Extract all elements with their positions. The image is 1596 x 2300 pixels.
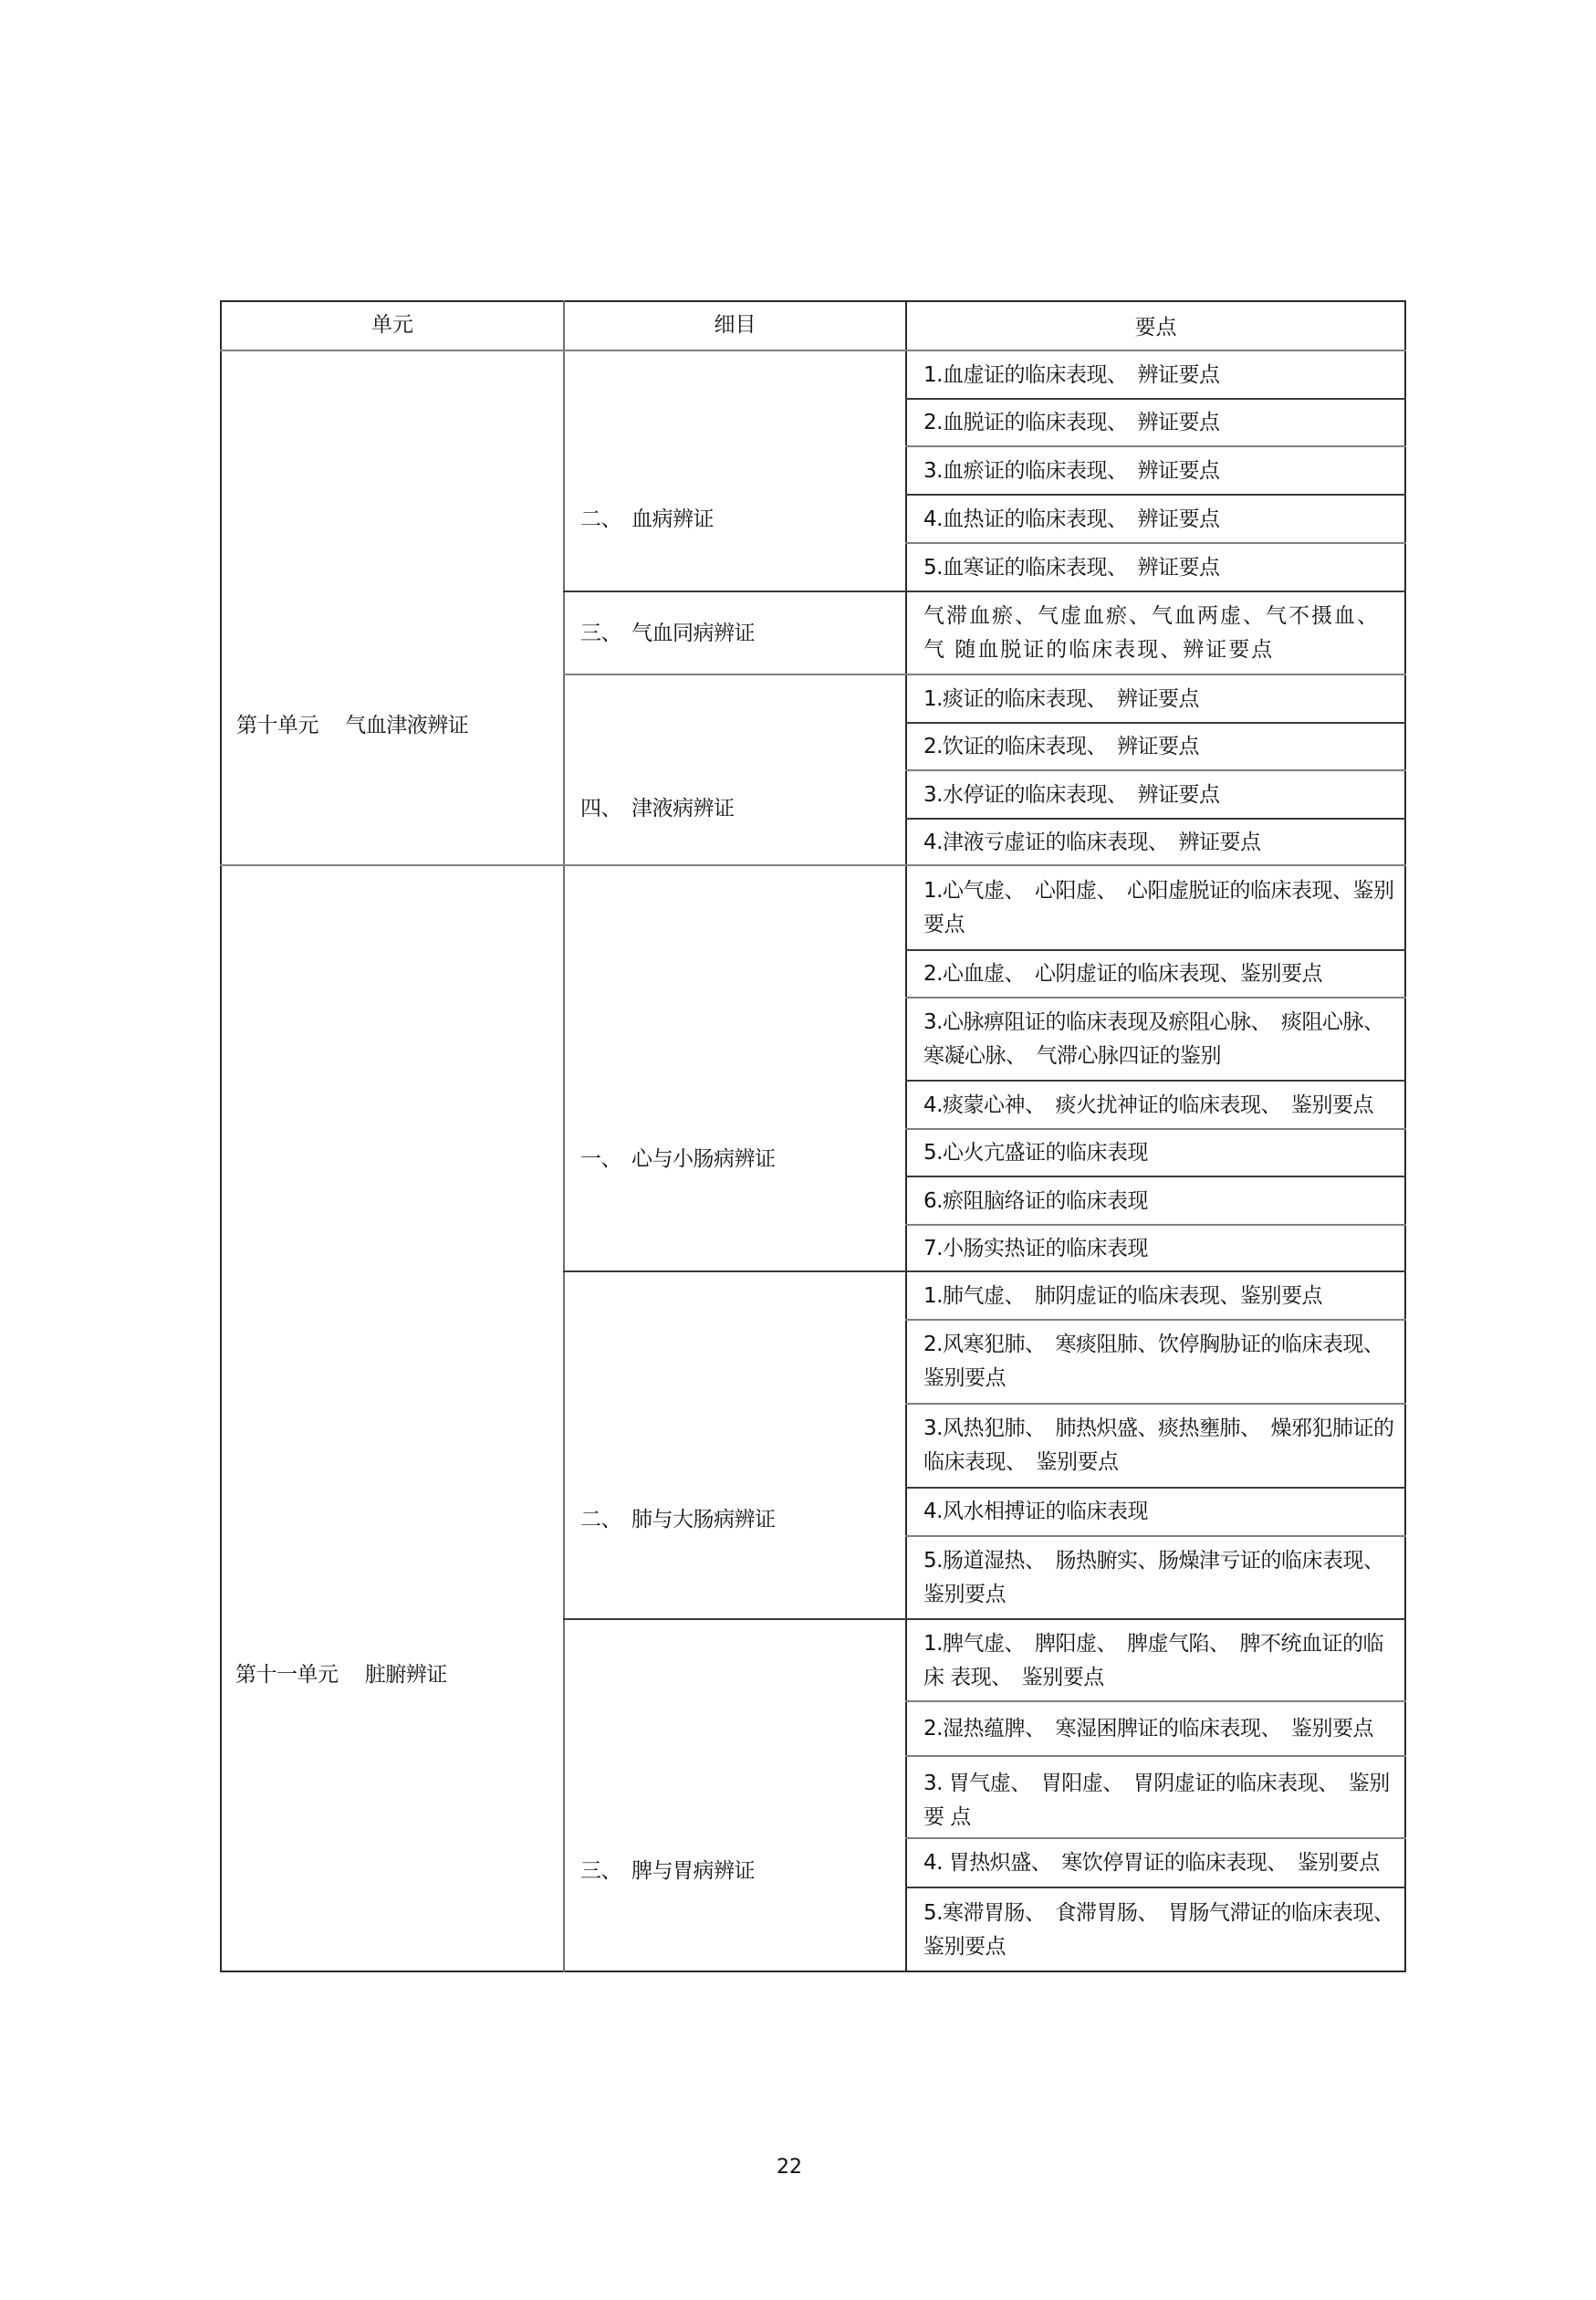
point-cell: 6.瘀阻脑络证的临床表现 [923,1188,1148,1213]
item-divider [563,674,1406,675]
item-divider [563,1618,1406,1620]
point-cell: 3.心脉痹阻证的临床表现及瘀阻心脉、 痰阻心脉、寒凝心脉、 气滞心脉四证的鉴别 [923,1009,1384,1068]
header-item: 细目 [714,313,756,337]
row-divider [905,542,1406,544]
item-label: 四、 津液病辨证 [580,797,735,821]
point-cell: 1.血虚证的临床表现、 辨证要点 [923,362,1220,387]
point-cell: 5.心火亢盛证的临床表现 [923,1140,1148,1165]
point-cell: 1.心气虚、 心阳虚、 心阳虚脱证的临床表现、鉴别 要点 [923,879,1394,936]
point-cell: 1.脾气虚、 脾阳虚、 脾虚气陷、 脾不统血证的临床 表现、 鉴别要点 [923,1631,1383,1689]
point-cell: 7.小肠实热证的临床表现 [923,1236,1148,1260]
item-label: 二、 肺与大肠病辨证 [580,1508,776,1532]
column-divider [905,300,907,1972]
point-cell: 4.津液亏虚证的临床表现、 辨证要点 [923,830,1261,854]
unit-label: 第十单元 气血津液辨证 [236,714,469,737]
point-cell: 2.饮证的临床表现、 辨证要点 [923,734,1199,758]
header-points: 要点 [1134,316,1177,340]
point-cell: 4.风水相搏证的临床表现 [923,1499,1148,1523]
point-cell: 2.血脱证的临床表现、 辨证要点 [923,410,1220,434]
page-number: 22 [777,2156,802,2179]
point-cell: 3.风热犯肺、 肺热炽盛、痰热壅肺、 燥邪犯肺证的 临床表现、 鉴别要点 [923,1417,1394,1474]
item-label: 一、 心与小肠病辨证 [580,1147,776,1171]
row-divider [905,445,1406,447]
unit-label: 第十一单元 脏腑辨证 [235,1663,447,1687]
point-cell: 1.痰证的临床表现、 辨证要点 [923,686,1199,711]
point-cell: 3.血瘀证的临床表现、 辨证要点 [923,458,1220,483]
point-cell: 气滞血瘀、气虚血瘀、气血两虚、气不摄血、气 随血脱证的临床表现、辨证要点 [923,604,1380,662]
point-cell: 3. 胃气虚、 胃阳虚、 胃阴虚证的临床表现、 鉴别要 点 [923,1772,1390,1829]
header-unit: 单元 [371,313,413,337]
point-cell: 2.心血虚、 心阴虚证的临床表现、鉴别要点 [923,961,1322,986]
point-cell: 1.肺气虚、 肺阴虚证的临床表现、鉴别要点 [923,1283,1322,1308]
row-divider [905,1176,1406,1177]
point-cell: 5.寒滞胃肠、 食滞胃肠、 胃肠气滞证的临床表现、 鉴别要点 [923,1901,1404,1959]
point-cell: 5.血寒证的临床表现、 辨证要点 [923,555,1220,580]
point-cell: 2.湿热蕴脾、 寒湿困脾证的临床表现、 鉴别要点 [923,1716,1373,1741]
point-cell: 2.风寒犯肺、 寒痰阻肺、饮停胸胁证的临床表现、 鉴别要点 [923,1333,1394,1390]
item-label: 三、 脾与胃病辨证 [580,1859,755,1883]
item-label: 二、 血病辨证 [580,507,714,531]
row-divider [905,1080,1406,1082]
row-divider [905,494,1406,496]
point-cell: 5.肠道湿热、 肠热腑实、肠燥津亏证的临床表现、 鉴别要点 [923,1548,1394,1606]
point-cell: 4.血热证的临床表现、 辨证要点 [923,507,1220,531]
point-cell: 4. 胃热炽盛、 寒饮停胃证的临床表现、 鉴别要点 [923,1850,1380,1875]
item-label: 三、 气血同病辨证 [580,622,755,645]
column-divider [563,300,565,1972]
row-divider [905,1755,1406,1757]
point-cell: 3.水停证的临床表现、 辨证要点 [923,782,1220,807]
item-divider [563,591,1406,592]
header-divider [220,350,1406,351]
point-cell: 4.痰蒙心神、 痰火扰神证的临床表现、 鉴别要点 [923,1092,1373,1117]
row-divider [905,769,1406,771]
